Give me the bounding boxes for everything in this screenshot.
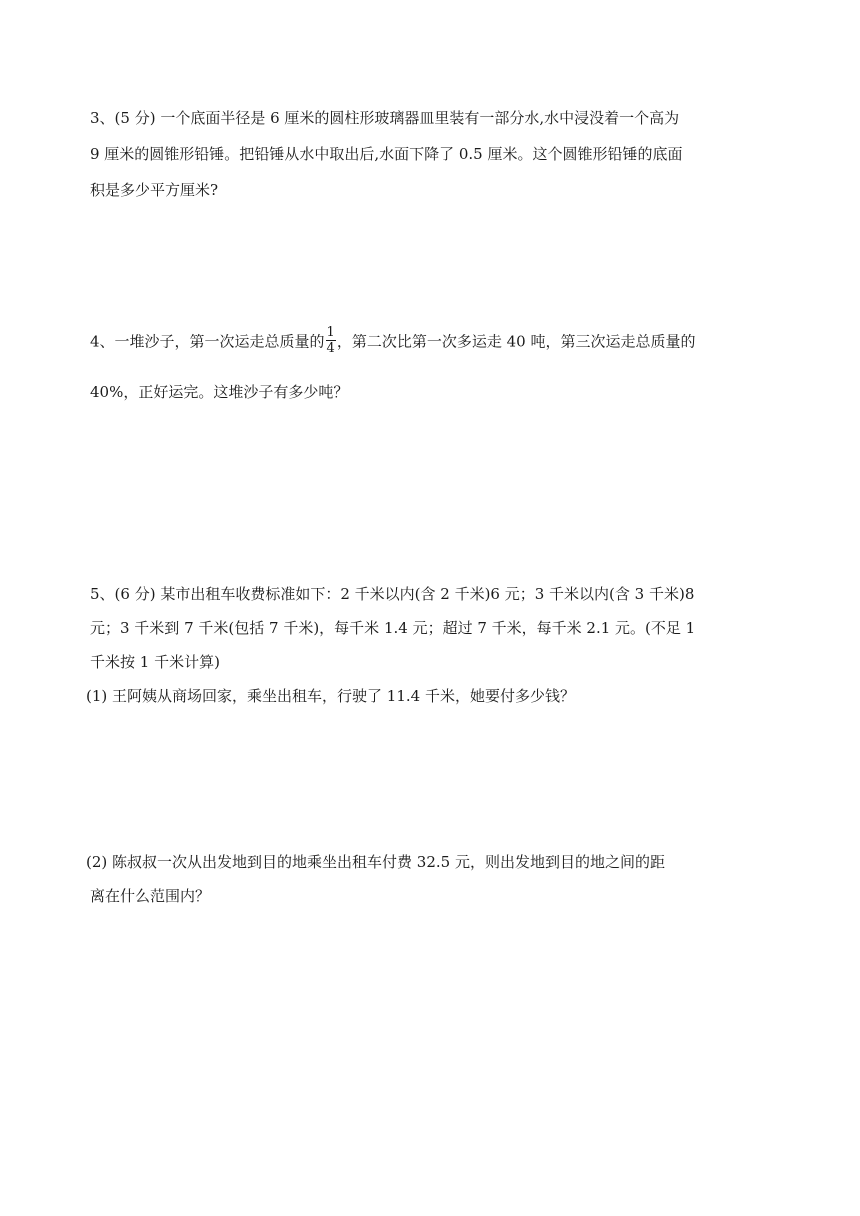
problem-3-line-3: 积是多少平方厘米?: [90, 181, 219, 199]
problem-4-line-2: 40%，正好运完。这堆沙子有多少吨？: [90, 383, 349, 401]
problem-4-line-1: [90, 325, 696, 358]
problem-5-line-3: 千米按 1 千米计算): [90, 653, 220, 671]
problem-5-line-2: 元；3 千米到 7 千米(包括 7 千米)，每千米 1.4 元；超过 7 千米，每千米 2.1 元。(不足 1: [90, 619, 696, 637]
problem-5-sub-question-2-line-1: (2) 陈叔叔一次从出发地到目的地乘坐出租车付费 32.5 元，则出发地到目的地之间的距: [86, 853, 665, 871]
problem-5-sub-question-2-line-2: 离在什么范围内？: [90, 887, 211, 905]
problem-4-text-before-fraction: 4、一堆沙子，第一次运走总质量的: [90, 332, 325, 351]
fraction-one-quarter: [326, 326, 336, 355]
problem-3-line-2: 9 厘米的圆锥形铅锤。把铅锤从水中取出后,水面下降了 0.5 厘米。这个圆锥形铅锤的底面: [90, 145, 683, 163]
fraction-denominator: 4: [326, 341, 335, 356]
problem-4-text-after-fraction: ，第二次比第一次多运走 40 吨，第三次运走总质量的: [336, 332, 696, 351]
problem-5-sub-question-1: (1) 王阿姨从商场回家，乘坐出租车，行驶了 11.4 千米，她要付多少钱？: [86, 687, 575, 705]
fraction-numerator: 1: [326, 325, 335, 340]
problem-3-line-1: 3、(5 分) 一个底面半径是 6 厘米的圆柱形玻璃器皿里装有一部分水,水中浸没着一个高为: [90, 109, 680, 127]
problem-5-line-1: 5、(6 分) 某市出租车收费标准如下：2 千米以内(含 2 千米)6 元；3 千米以内(含 3 千米)8: [90, 585, 695, 603]
